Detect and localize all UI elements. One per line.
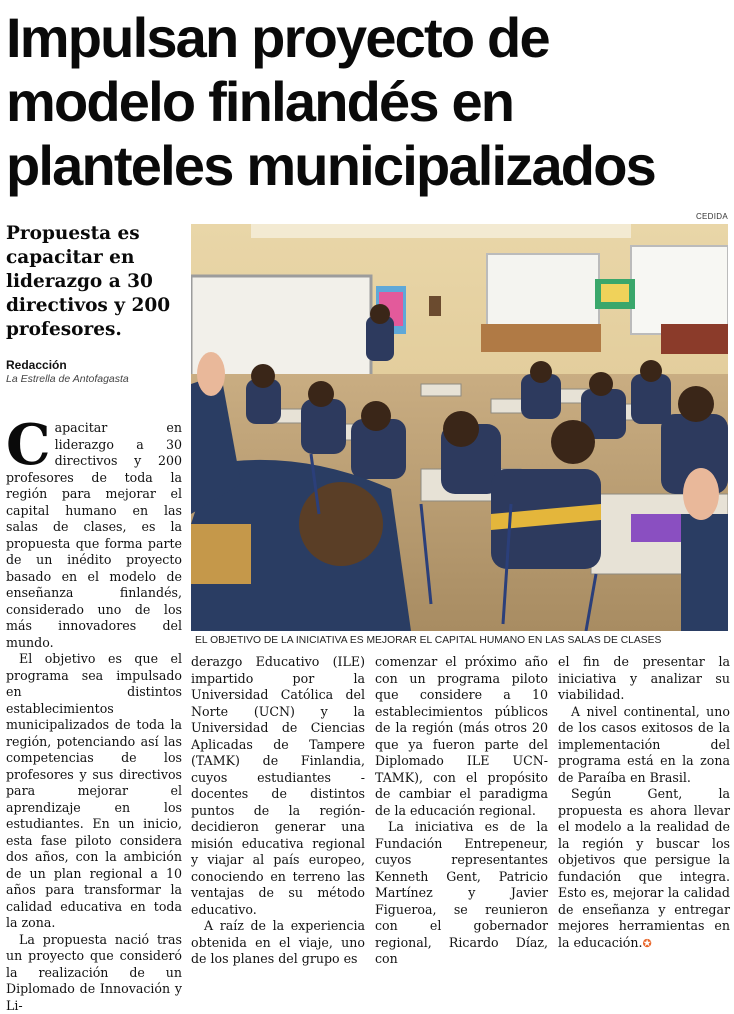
byline-source: La Estrella de Antofagasta <box>6 373 182 385</box>
article-paragraph: el fin de presentar la iniciativa y analizar su viabilidad. <box>558 654 730 704</box>
article-column-1 <box>6 420 182 1014</box>
headline-line-1: Impulsan proyecto de <box>6 6 730 70</box>
article-paragraph: Según Gent, la propuesta es ahora llevar el modelo a la realidad de la región y buscar los objetivos que persigue la fundación que integra. Esto es, mejorar la calidad de enseñanza y entregar mejores herramientas en la educación.✪ <box>558 786 730 952</box>
photo-credit: CEDIDA <box>696 212 728 221</box>
headline-line-3: planteles municipalizados <box>6 134 730 198</box>
article-paragraph: A raíz de la experiencia obtenida en el viaje, uno de los planes del grupo es <box>191 918 365 968</box>
article-paragraph: La iniciativa es de la Fundación Entrepeneur, cuyos representantes Kenneth Gent, Patricio Martínez y Javier Figueroa, se reunieron con el gobernador regional, Ricardo Díaz, con <box>375 819 548 968</box>
article-column-2 <box>191 654 365 968</box>
article-paragraph: derazgo Educativo (ILE) impartido por la Universidad Católica del Norte (UCN) y la Universidad de Ciencias Aplicadas de Tampere (TAMK) de Finlandia, cuyos estudiantes - docentes de distintos puntos de la región- decidieron generar una misión educativa regional y viajar al país europeo, conociendo en terreno las ventajas de su método educativo. <box>191 654 365 918</box>
article-column-4 <box>558 654 730 952</box>
drop-cap: C <box>6 423 51 467</box>
article-column-3 <box>375 654 548 968</box>
article-paragraph: comenzar el próximo año con un programa piloto que considere a 10 establecimientos públicos de la región (más otros 20 que ya fueron parte del Diplomado ILE UCN-TAMK), con el propósito de cambiar el paradigma de la educación regional. <box>375 654 548 819</box>
headline <box>6 6 730 198</box>
end-mark-icon: ✪ <box>643 937 652 950</box>
article-paragraph: El objetivo es que el programa sea impulsado en distintos establecimientos municipalizados de toda la región, potenciando así las competencias de los profesores y sus directivos para mejorar el aprendizaje en los estudiantes. En un inicio, esta fase piloto considera dos años, con la ambición de un plan regional a 10 años para transformar la calidad educativa en toda la zona. <box>6 651 182 932</box>
article-paragraph: Capacitar en liderazgo a 30 directivos y 200 profesores de toda la región para mejorar el capital humano en las salas de clases, es la propuesta que forma parte de un inédito proyecto basado en el modelo de enseñanza finlandés, considerado uno de los más innovadores del mundo. <box>6 420 182 651</box>
classroom-photo <box>191 224 728 631</box>
subhead: Propuesta es capacitar en liderazgo a 30 directivos y 200 profesores. <box>6 222 182 342</box>
byline-name: Redacción <box>6 358 182 372</box>
headline-line-2: modelo finlandés en <box>6 70 730 134</box>
byline <box>6 358 182 385</box>
article-paragraph: A nivel continental, uno de los casos exitosos de la implementación del programa está en la zona de Paraíba en Brasil. <box>558 704 730 787</box>
photo-caption: EL OBJETIVO DE LA INICIATIVA ES MEJORAR EL CAPITAL HUMANO EN LAS SALAS DE CLASES <box>195 635 730 646</box>
article-paragraph: La propuesta nació tras un proyecto que consideró la realización de un Diplomado de Innovación y Li- <box>6 932 182 1014</box>
